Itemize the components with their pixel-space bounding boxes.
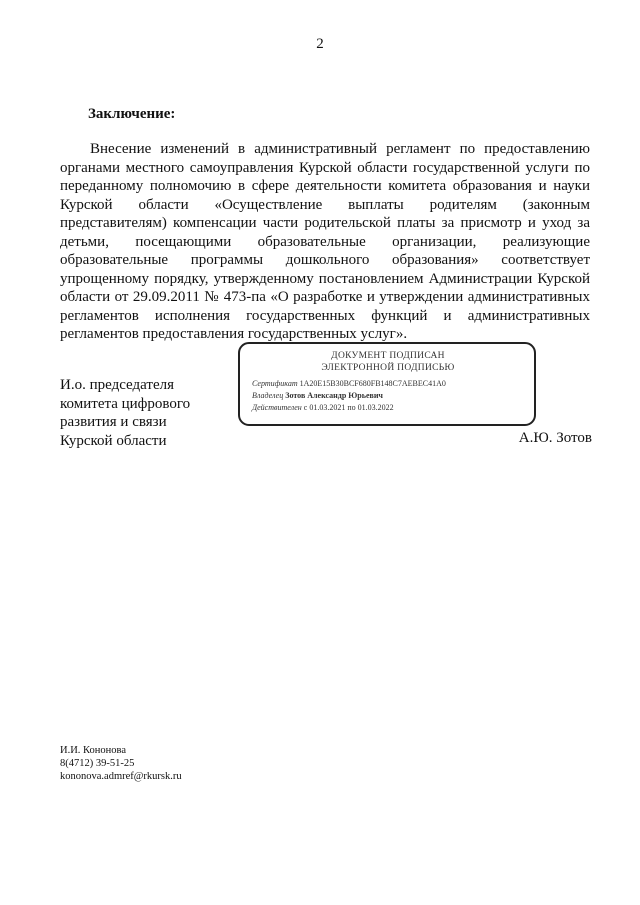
stamp-validity-value: с 01.03.2021 по 01.03.2022	[303, 403, 394, 412]
stamp-title-line-1: ДОКУМЕНТ ПОДПИСАН	[331, 351, 445, 361]
paragraph-line: регламентов предоставления государственных услуг».	[60, 326, 408, 342]
contact-phone: 8(4712) 39-51-25	[60, 758, 135, 769]
paragraph-line: Курской области «Осуществление выплаты родителям (законным	[60, 196, 590, 213]
paragraph-line: представителям) компенсации части родительской платы за присмотр и уход за	[60, 215, 590, 231]
contact-email: kononova.admref@rkursk.ru	[60, 771, 182, 782]
stamp-owner-label: Владелец	[252, 391, 284, 400]
conclusion-paragraph	[60, 140, 590, 344]
page-number: 2	[316, 36, 324, 52]
electronic-signature-stamp	[238, 342, 536, 426]
stamp-validity-row	[252, 402, 524, 414]
stamp-validity-label: Действителен	[252, 403, 302, 412]
stamp-owner-row	[252, 390, 524, 402]
stamp-certificate-label: Сертификат	[252, 379, 298, 388]
contact-block	[60, 744, 182, 783]
signer-position-line: Курской области	[60, 432, 167, 449]
signer-position-line: комитета цифрового	[60, 395, 191, 412]
paragraph-line: упрощенному порядку, утвержденному постановлением Администрации Курской	[60, 270, 590, 287]
signer-position	[60, 376, 190, 450]
paragraph-line: органами местного самоуправления Курской области государственной услуги по	[60, 159, 590, 176]
paragraph-line: Внесение изменений в административный регламент по предоставлению	[90, 141, 590, 157]
signer-position-line: И.о. председателя	[60, 377, 175, 393]
contact-name: И.И. Кононова	[60, 745, 126, 756]
paragraph-line: образовательные программы дошкольного образования» соответствует	[60, 252, 590, 268]
signer-name: А.Ю. Зотов	[518, 430, 592, 446]
paragraph-line: детьми, посещающими образовательные организации, реализующие	[60, 233, 590, 250]
paragraph-line: регламентов исполнения государственных функций и административных	[60, 307, 590, 324]
stamp-owner-value: Зотов Александр Юрьевич	[285, 391, 383, 400]
paragraph-line: области от 29.09.2011 № 473-па «О разработке и утверждении административных	[60, 289, 590, 305]
stamp-title-line-2: ЭЛЕКТРОННОЙ ПОДПИСЬЮ	[321, 363, 455, 373]
section-heading: Заключение:	[88, 106, 176, 122]
stamp-certificate-row	[252, 378, 524, 390]
stamp-certificate-value: 1A20E15B30BCF680FB148C7AEBEC41A0	[299, 379, 446, 388]
paragraph-line: переданному полномочию в сфере деятельности комитета образования и науки	[60, 178, 590, 194]
signer-position-line: развития и связи	[60, 414, 167, 430]
